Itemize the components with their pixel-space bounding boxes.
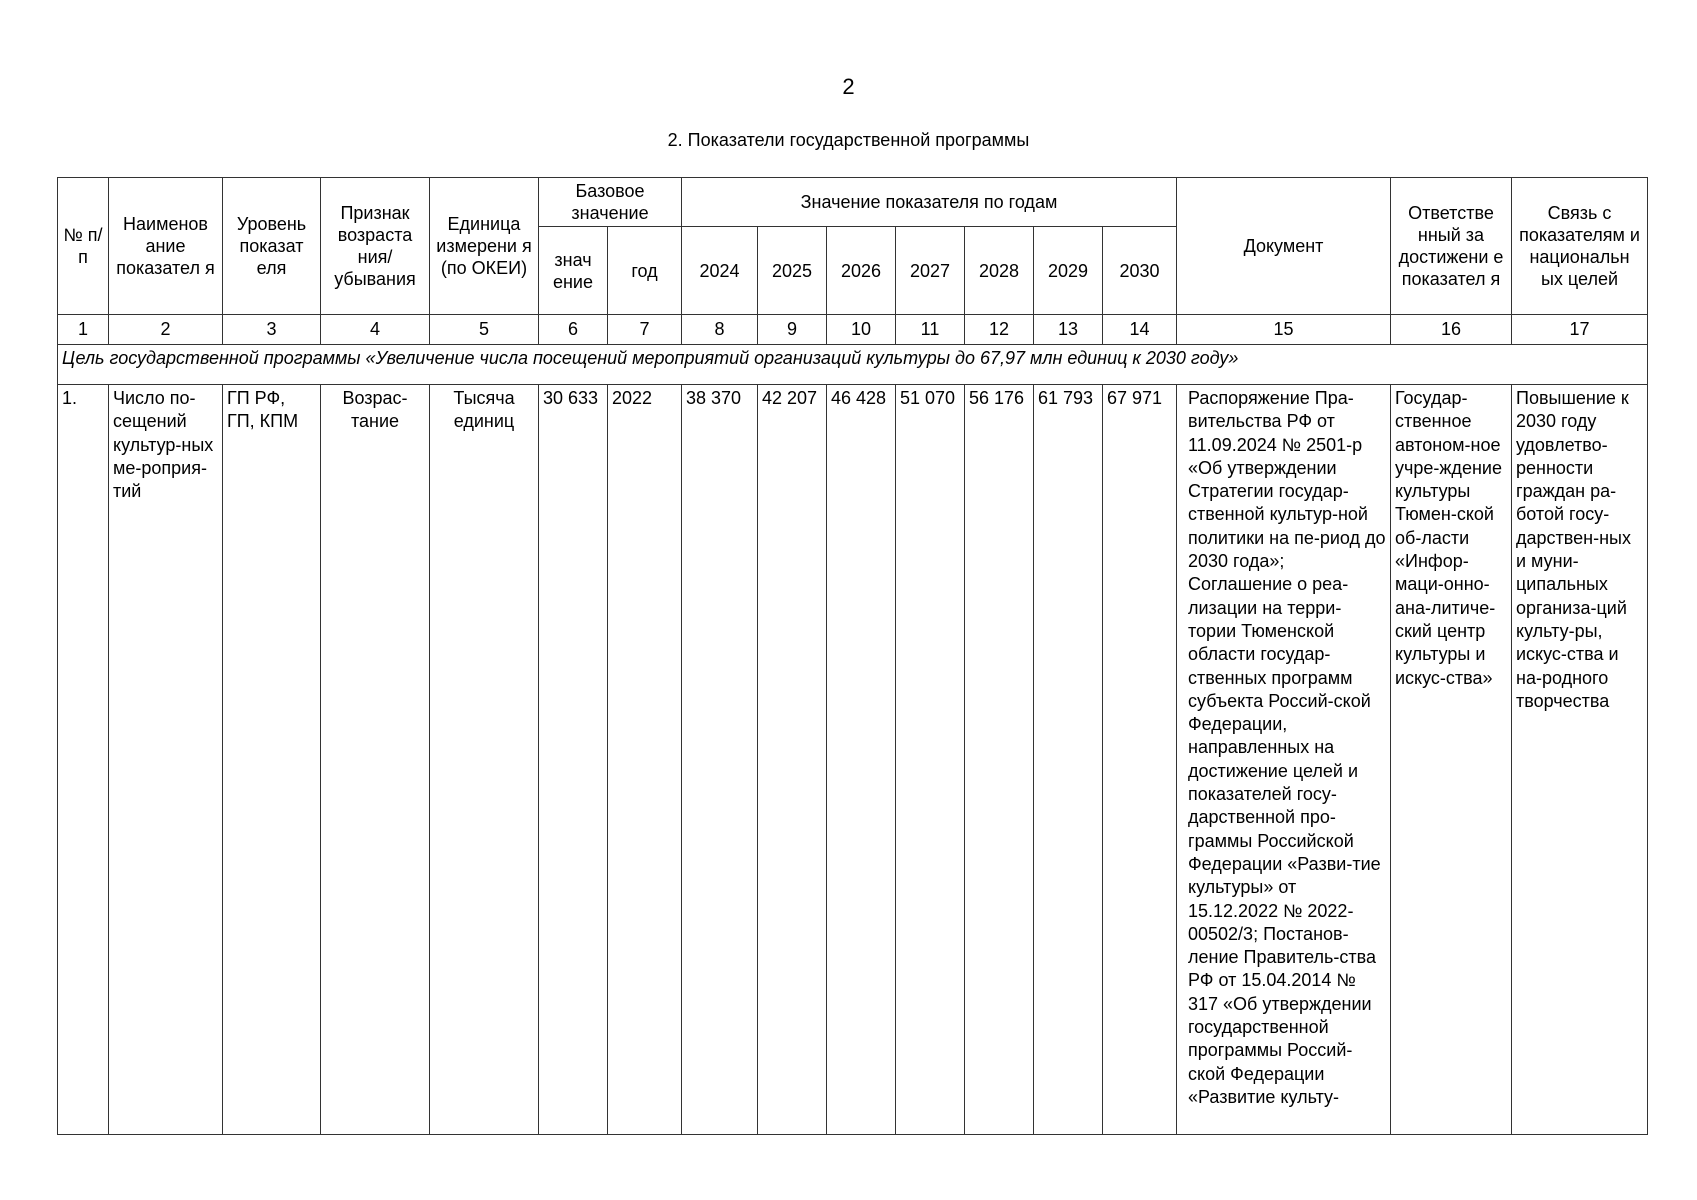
header-num: № п/п: [58, 178, 109, 315]
row-value-2026: 46 428: [827, 385, 896, 1135]
header-responsible: Ответстве нный за достижени е показател я: [1391, 178, 1512, 315]
column-number: 3: [223, 315, 321, 345]
header-year: 2027: [896, 227, 965, 315]
header-year: 2025: [758, 227, 827, 315]
column-number: 5: [430, 315, 539, 345]
column-number: 10: [827, 315, 896, 345]
header-level: Уровень показат еля: [223, 178, 321, 315]
column-number: 4: [321, 315, 430, 345]
header-year: 2029: [1034, 227, 1103, 315]
header-unit: Единица измерени я (по ОКЕИ): [430, 178, 539, 315]
row-base-value: 30 633: [539, 385, 608, 1135]
column-number: 13: [1034, 315, 1103, 345]
header-base-value: знач ение: [539, 227, 608, 315]
row-value-2028: 56 176: [965, 385, 1034, 1135]
column-number: 15: [1177, 315, 1391, 345]
row-value-2029: 61 793: [1034, 385, 1103, 1135]
column-number: 6: [539, 315, 608, 345]
column-number: 11: [896, 315, 965, 345]
row-name: Число по-сещений культур-ных ме-роприя-тий: [109, 385, 223, 1135]
header-year: 2024: [682, 227, 758, 315]
header-link: Связь с показателям и национальн ых целей: [1512, 178, 1648, 315]
row-responsible: Государ-ственное автоном-ное учре-ждение культуры Тюмен-ской об-ласти «Инфор-маци-онно-ана-литиче-ский центр культуры и искус-ства»: [1391, 385, 1512, 1135]
header-name: Наименов ание показател я: [109, 178, 223, 315]
section-title: 2. Показатели государственной программы: [667, 130, 1030, 150]
row-unit: Тысяча единиц: [430, 385, 539, 1135]
header-base: Базовое значение: [539, 178, 682, 227]
column-number: 17: [1512, 315, 1648, 345]
column-number: 12: [965, 315, 1034, 345]
column-number: 16: [1391, 315, 1512, 345]
header-document: Документ: [1177, 178, 1391, 315]
row-link: Повышение к 2030 году удовлетво-ренности граждан ра-ботой госу-дарствен-ных и муни-ципальных организа-ций культу-ры, искус-ства и на-родного творчества: [1512, 385, 1648, 1135]
indicators-table: [57, 177, 1648, 1135]
column-number: 9: [758, 315, 827, 345]
row-document: Распоряжение Пра-вительства РФ от 11.09.2024 № 2501-р «Об утверждении Стратегии государ-ственной культур-ной политики на пе-риод до 2030 года»; Соглашение о реа-лизации на терри-тории Тюменской области государ-ственных программ субъекта Россий-ской Федерации, направленных на достижение целей и показателей госу-дарственной про-граммы Российской Федерации «Разви-тие культуры» от 15.12.2022 № 2022-00502/3; Постанов-ление Правитель-ства РФ от 15.04.2014 № 317 «Об утверждении государственной программы Россий-ской Федерации «Развитие культу-: [1177, 385, 1391, 1135]
column-number: 7: [608, 315, 682, 345]
table-row: [58, 385, 1648, 1135]
row-value-2027: 51 070: [896, 385, 965, 1135]
column-number: 14: [1103, 315, 1177, 345]
program-goal: Цель государственной программы «Увеличение числа посещений мероприятий организаций культуры до 67,97 млн единиц к 2030 году»: [58, 345, 1648, 385]
row-value-2024: 38 370: [682, 385, 758, 1135]
column-number: 1: [58, 315, 109, 345]
header-year: 2026: [827, 227, 896, 315]
row-level: ГП РФ, ГП, КПМ: [223, 385, 321, 1135]
row-base-year: 2022: [608, 385, 682, 1135]
header-year: 2030: [1103, 227, 1177, 315]
column-number: 2: [109, 315, 223, 345]
page-number: 2: [842, 74, 855, 99]
header-sign: Признак возраста ния/ убывания: [321, 178, 430, 315]
header-base-year: год: [608, 227, 682, 315]
header-by-years: Значение показателя по годам: [682, 178, 1177, 227]
row-sign: Возрас-тание: [321, 385, 430, 1135]
row-value-2030: 67 971: [1103, 385, 1177, 1135]
column-number: 8: [682, 315, 758, 345]
header-year: 2028: [965, 227, 1034, 315]
row-num: 1.: [58, 385, 109, 1135]
row-value-2025: 42 207: [758, 385, 827, 1135]
